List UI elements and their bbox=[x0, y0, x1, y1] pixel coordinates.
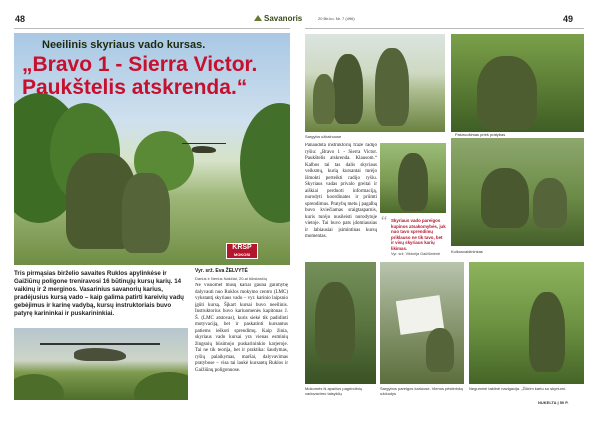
soldier-figure bbox=[375, 48, 409, 126]
soldier-figure bbox=[315, 282, 355, 362]
header-rule-right bbox=[305, 28, 584, 29]
helicopter-rotor bbox=[182, 143, 226, 144]
caption-photo-5: Mokomės iš apačios pagrindinių vadovavimo taisyklių bbox=[305, 386, 362, 396]
page-number-left: 48 bbox=[15, 14, 26, 24]
helicopter-photo bbox=[14, 328, 188, 400]
photo-soldier-helmet bbox=[380, 143, 446, 213]
caption-photo-2: Pasiruošimas prieš pratybas bbox=[455, 132, 506, 137]
byline-note: Darius ir Nerius Nakčiai, 20-ai tūkstančių bbox=[195, 276, 268, 281]
caption-photo-1: Sargyba užkalnuose bbox=[305, 134, 342, 139]
pull-quote-text: Skyriaus vado pareigos kupinos atsakomybės, juk nuo tavo sprendimų priklauso ne tik tavo, bet ir visų skyriaus karių likimas. bbox=[391, 218, 446, 251]
author-byline: Vyr. srž. Eva ŽELVYTĖ bbox=[195, 268, 248, 274]
header-rule-left bbox=[14, 28, 290, 29]
photo-map-reading bbox=[305, 262, 376, 384]
issue-info: 20 Bir.ko. Nr. 7 (496) bbox=[318, 16, 355, 21]
soldier-figure bbox=[477, 56, 537, 130]
quote-mark-icon: “ bbox=[381, 214, 388, 229]
article-title: „Bravo 1 - Sierra Victor. Paukštelis atskrenda.“ bbox=[22, 53, 258, 99]
article-kicker: Neeilinis skyriaus vado kursas. bbox=[42, 39, 206, 51]
photo-soldiers-field bbox=[305, 34, 445, 132]
soldier-figure bbox=[398, 153, 428, 211]
hero-photo bbox=[14, 33, 290, 265]
photo-machine-gunner bbox=[451, 138, 584, 246]
hero-tree bbox=[134, 372, 188, 400]
soldier-figure bbox=[426, 328, 454, 372]
continued-note: NUKELTA Į 50 P. bbox=[538, 400, 569, 405]
photo-navigation bbox=[469, 262, 584, 384]
soldier-figure bbox=[481, 168, 529, 228]
soldier-figure bbox=[529, 292, 565, 372]
page-number-right: 49 bbox=[563, 14, 574, 24]
pull-quote bbox=[381, 214, 446, 256]
helicopter bbox=[192, 146, 216, 153]
article-intro: Tris pirmąsias birželio savaites Ruklos apylinkėse ir Gaižiūnų poligone treniravosi 16 būtinųjų kursų karių. 14 vaikinų ir 2 merginos. Vasarinius savanorių karius, pradėjusius kursą vado – kaip galima patirti kareivių vadų gebėjimus ir karinę vadybą, kursų instruktoriais buvo patyrę karininkai ir puskarininkiai. bbox=[14, 270, 184, 317]
section-badge bbox=[226, 243, 258, 259]
soldier-figure bbox=[313, 74, 335, 124]
badge-sub: MOKOSI bbox=[233, 252, 251, 257]
body-column-left: Ne visuomet mūsų kariai gauna galimybę dalyvauti nuo Ruklos mokymo centro (LMC) vykstantį skyriaus vado – vyr. karinio laipsnio įgūti kursą. Šįkart kursai buvo neeilinis. Instruktorius buvo kariuomenės kapitonas J. Š. (LMC atstovas), kuris siekė tik padidinti motyvaciją, bet ir paskatinti kursantus patiems ieškoti sprendimų. Kaip žinia, skyriaus vado kursai yra vienas esminių žingsnių būsimojo puskarininkio karjeroje. Tai ne tik teorija, bet ir praktika: šaudymas, ryšių palaikymas, maršai, dalyvavimas pratybose – visa tai laukė kursantų Ruklos ir Gaižiūnų poligonuose. bbox=[195, 283, 288, 373]
body-column-right: Panaudota instruktorių frazė radijo ryšiu: „Bravo 1 - Sierra Victor. Paukštelis atskrenda. Klausom.“ Kalbos tai tas dalis skyriaus veiksmų, kurią kursantai turėjo išmokti perteikti radijo ryšiu. Skyriaus vadas privalo greitai ir aiškiai perduoti informaciją, nurodyti koordinates ir priimti sprendimus. Pratybų metu į pagalbą buvo kviečiamas sraigtasparnis, kuris turėjo nusileisti nurodytoje vietoje. Tai buvo pats įdomiausias ir labiausiai įsimintinas kursų momentas. bbox=[305, 143, 377, 239]
photo-planning-map bbox=[380, 262, 464, 384]
helicopter-rotor bbox=[40, 343, 160, 345]
brand-logo-icon bbox=[254, 15, 262, 21]
caption-photo-6: Sargybos pareigos kariuose. Vienos pėstininkų užduotys bbox=[380, 386, 464, 396]
photo-soldier-closeup bbox=[451, 34, 584, 132]
soldier-figure bbox=[122, 173, 170, 253]
badge-main: KRSP bbox=[232, 244, 252, 251]
caption-photo-7: Neguminė taktinė navigacija. „Žiūrim kartu su skyriumi. bbox=[469, 386, 566, 391]
hero-tree bbox=[240, 103, 290, 223]
pull-quote-author: Vyr. srž. Viktorija Gaižiūnienė bbox=[391, 252, 441, 256]
soldier-figure bbox=[533, 178, 567, 228]
helicopter bbox=[74, 348, 126, 361]
brand-name: Savanoris bbox=[264, 14, 303, 23]
soldier-figure bbox=[333, 54, 363, 124]
magazine-brand bbox=[254, 14, 302, 23]
caption-photo-3: Kulkosvaidininkas bbox=[451, 249, 483, 254]
hero-tree bbox=[14, 374, 64, 400]
